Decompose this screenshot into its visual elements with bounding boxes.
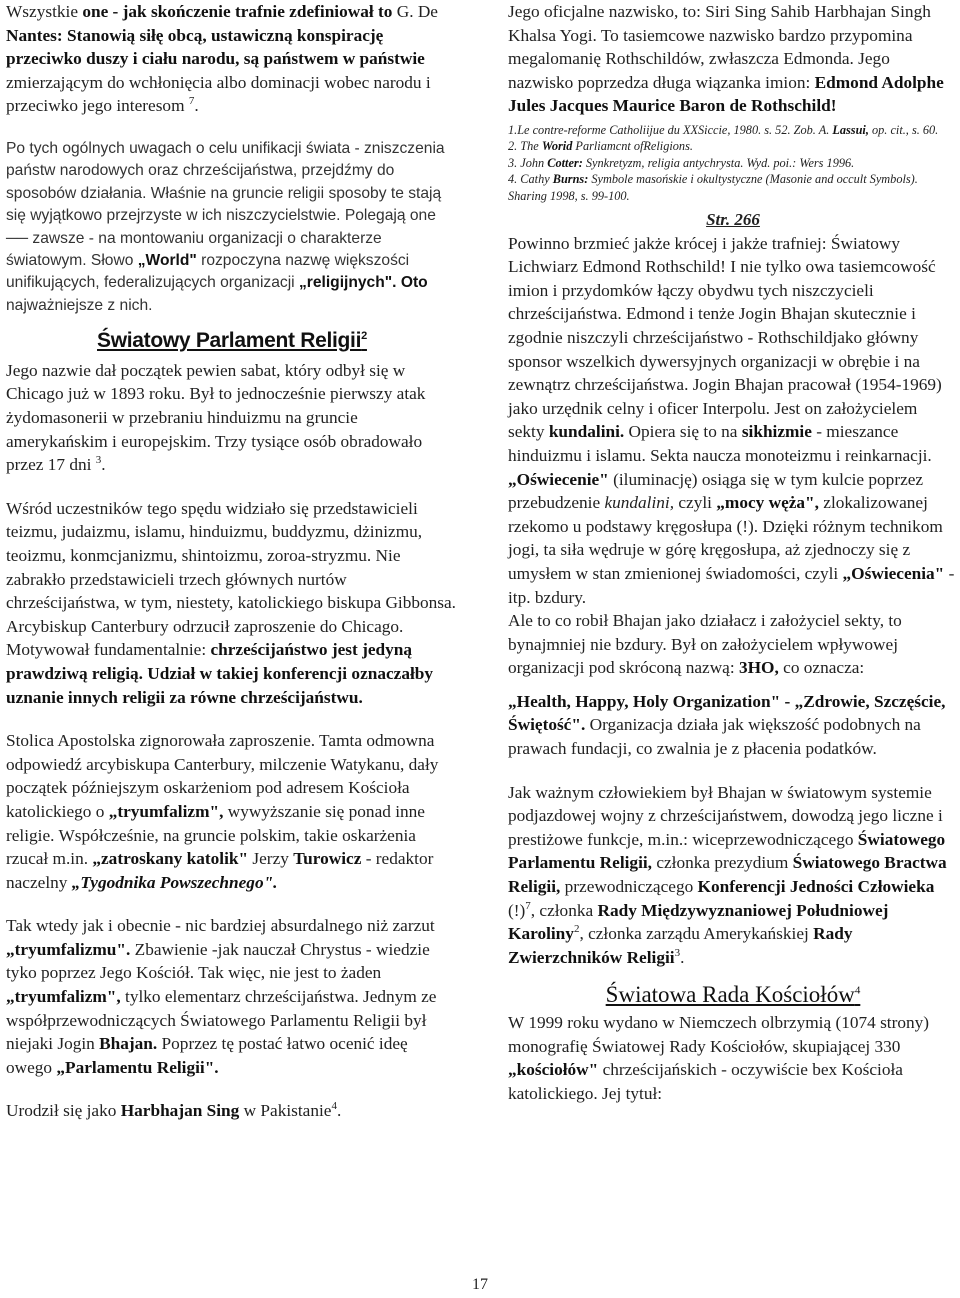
paragraph-bhajan-functions [508,781,958,970]
text-run: . [336,1101,342,1121]
text-run: (!) [508,900,526,920]
text-run: 4. Cathy [508,172,553,187]
text-run: „Parlamentu Religii". [56,1057,219,1077]
text-run: „tryumfalizmu". [6,939,131,959]
text-run: „World" [137,252,197,269]
text-run: Symbole masońskie i okultystyczne (Masonie and occult Symbols). Sharing 1998, s. 99-100. [508,172,918,203]
text-run: Bhajan. [99,1034,158,1054]
text-run: Poprzez tę postać łatwo ocenić ideę owego [6,1034,408,1077]
text-run: Wśród uczestników tego spędu widziało się przedstawicieli teizmu, judaizmu, islamu, hinduizmu, buddyzmu, dżinizmu, teoizmu, konmcjanizmu, shintoizmu, zoroa-stryzmu. Nie zabrakło przedstawicieli trzech głównych nurtów chrześcijaństwa, w tym, niestety, katolickiego biskupa Gibbonsa. Arcybiskup Canterbury odrzucił zaproszenie do Chicago. Motywował fundamentalnie: [6,498,457,660]
text-run: Synkretyzm, religia antychrysta. Wyd. poi.: Wers 1996. [582,155,855,170]
text-run: Cotter: [547,155,583,170]
text-run: kundalini, [604,493,675,513]
text-run: „Oświecenie" [508,469,609,489]
text-run: Rady Międzywyznaniowej Południowej Karoliny [508,900,889,944]
text-run: . [194,96,199,116]
right-column [508,0,958,1105]
text-run: 2. The [508,139,542,154]
text-run: sikhizmie [741,422,812,442]
text-run: tylko elementarz chrześcijaństwa. Jednym ze współprzewodniczących Światowego Parlamentu Religii był niejaki Jogin [6,987,437,1054]
text-run: . [101,455,106,475]
text-run: W 1999 roku wydano w Niemczech olbrzymią (1074 strony) monografię Światowej Rady Kościołów, skupiającej 330 [508,1013,930,1056]
footnote-ref: 7 [188,95,195,108]
text-run: Zbawienie -jak nauczał Chrystus - wiedzie tyko poprzez Jego Kościół. Tak więc, nie jest to żaden [6,939,430,983]
paragraph-unification [6,138,458,317]
text-run: one - jak skończenie trafnie zdefiniował to [82,2,393,21]
paragraph-holy-see [6,729,458,894]
text-run: zlokalizowanej rzekomo u podstawy kręgosłupa (!). Dzięki różnym technikom jogi, ta siła wędruje w górę kręgosłupa, aż zjednoczy się z umysłem w stan zmienionej świadomości, czyli [508,493,943,583]
footnote-ref: 3 [95,454,102,467]
text-run: „Health, Happy, Holy Organization" - „Zdrowie, Szczęście, Świętość". [508,691,946,735]
text-run: Po tych ogólnych uwagach o celu unifikacji świata - zniszczenia państw narodowych oraz chrześcijaństwa, przejdźmy do sposobów działania. Właśnie na gruncie religii sposoby te stają się wyjątkowo przejrzyste w ich niszczycielstwie. Polegają one ── zawsze - na montowaniu organizacji o charakterze światowym. Słowo [6,139,445,269]
text-run: czyli [674,493,717,513]
text-run: Tak wtedy jak i obecnie - nic bardziej absurdalnego niż zarzut [6,916,435,936]
text-run: najważniejsze z nich. [6,296,153,314]
text-run: G. De [392,2,438,21]
text-run: chrześcijaństwo jest jedyną prawdziwą religią. Udział w takiej konferencji oznaczałby uznanie innych religii za równe chrześcijaństwu. [6,640,434,707]
footnote-ref: 3 [674,947,681,960]
text-run: „zatroskany katolik" [92,849,249,869]
section-heading-world-parliament-text: Światowy Parlament Religii [97,329,362,353]
text-run: Konferencji Jedności Człowieka [697,877,935,897]
text-run: członka prezydium [652,853,793,873]
text-run: Powinno brzmieć jakże krócej i jakże trafniej: Światowy Lichwiarz Edmond Rothschild! I nie tylko owa tasiemcowość imion i przydomków łączy obydwu tych niszczycieli chrześcijaństwa. Edmond i tenże Jogin Bhajan skutecznie i zgodnie niszczyli chrześcijaństwo - Rothschildjako główny sponsor wszelkich dywersyjnych organizacji w obrębie i na zewnątrz chrześcijaństwa. Jogin Bhajan pracował (1954-1969) jako urzędnik celny i oficer Interpolu. Jest on założycielem sekty [508,233,942,442]
text-run: rozpoczyna nazwę większości unifikujących, federalizujących organizacji [6,252,410,292]
footnote-ref: 4 [854,984,861,997]
paragraph-nantes-quote [6,0,458,118]
footnotes [508,122,958,204]
footnote-2 [508,138,958,154]
text-run: Worid [541,139,573,154]
text-run: Opiera się to na [624,422,742,442]
text-run: Ale to co robił Bhajan jako działacz i założyciel sekty, to bynajmniej nie bzdury. Był on założycielem wpływowej organizacji pod skróconą nazwą: [508,611,902,678]
paragraph-3ho-meaning [508,690,958,761]
text-run: Jego oficjalne nazwisko, to: Siri Sing Sahib Harbhajan Singh Khalsa Yogi. To tasiemcowe nazwisko bardzo przypomina megalomanię Rothschildów, zwłaszcza Edmonda. Jego nazwisko poprzedza długa wiązanka imion: [508,2,931,92]
text-run: Organizacja działa jak większość podobnych na prawach fundacji, co zwalnia je z płacenia podatków. [508,715,921,759]
text-run: Lassui, [832,122,869,137]
text-run: op. cit., s. 60. [868,122,939,137]
section-heading-world-council-text: Światowa Rada Kościołów [605,982,855,1008]
left-column [6,0,458,1123]
text-run: Turowicz [293,849,362,869]
text-run: 1.Le contre-reforme Catholiijue du XXSiccie, 1980. s. 52. Zob. A. [508,122,833,137]
paragraph-rothschild [508,232,958,610]
text-run: . [680,947,685,967]
text-run: Jak ważnym człowiekiem był Bhajan w światowym systemie podjazdowej wojny z chrześcijaństwem, dowodzą jego liczne i prestiżowe funkcje, m.in.: wiceprzewodniczącego [508,782,943,849]
text-run: „Oświecenia" [842,563,945,583]
text-run: Wszystkie [6,2,83,21]
text-run: Urodził się jako [6,1101,121,1121]
text-run: Światowego Parlamentu Religii, [508,829,946,873]
page-reference: Str. 266 [706,210,760,229]
text-run: 3HO, [738,658,779,678]
text-run: Oto [400,274,428,292]
text-run: , członka zarządu Amerykańskiej [579,924,814,944]
paragraph-participants [6,497,458,709]
text-run: „tryumfalizm", [6,987,121,1007]
text-run: Jego nazwie dał początek pewien sabat, który odbył się w Chicago już w 1893 roku. Był to jednocześnie pierwszy atak żydomasonerii w przebraniu hinduizmu na gruncie amerykańskim i europejskim. Trzy tysiące osób obradowało przez 17 dni [6,360,426,475]
text-run: „tryumfalizm", [108,801,224,821]
text-run: Światowego Bractwa Religii, [508,853,947,897]
section-heading-world-parliament [6,329,458,353]
section-heading-world-council [508,983,958,1007]
text-run: - mieszance hinduizmu i islamu. Sekta naucza monoteizmu i reinkarnacji. [508,422,932,465]
footnote-4 [508,171,958,204]
text-run: co oznacza: [778,658,865,678]
text-run: (iluminację) osiąga się w tym kulcie poprzez przebudzenie [508,469,924,513]
text-run: Rady Zwierzchników Religii [508,924,853,967]
text-run: w Pakistanie [239,1101,332,1121]
footnote-ref: 7 [525,899,531,912]
text-run: zmierzającym do wchłonięcia albo dominacji wobec narodu i przeciwko jego interesom [6,72,431,116]
text-run: „Tygodnika Powszechnego". [71,872,278,892]
text-run: Jerzy [248,849,294,869]
paragraph-tryumfalizm [6,914,458,1079]
text-run: Burns: [552,172,589,187]
text-run: 3. John [508,155,548,170]
text-run: Stanowią siłę obcą, ustawiczną konspirację przeciwko duszy i ciału narodu, są państwem w państwie [6,25,425,69]
text-run: „kościołów" [508,1060,599,1080]
footnote-1 [508,122,958,138]
text-run: - itp. bzdury. [508,563,955,607]
text-run: kundalini. [548,422,625,442]
footnote-ref: 2 [573,923,580,936]
footnote-ref: 2 [361,330,367,343]
footnote-ref: 4 [331,1100,337,1113]
text-run: - redaktor naczelny [6,849,434,892]
paragraph-born [6,1099,458,1123]
footnote-3 [508,155,958,171]
text-run: Edmond Adolphe Jules Jacques Maurice Baron de Rothschild! [508,72,944,116]
paragraph-3ho [508,609,958,680]
paragraph-official-name [508,0,958,118]
text-run: chrześcijańskich - oczywiście bex Kościoła katolickiego. Jej tytuł: [508,1060,903,1103]
text-run: , członka [530,900,598,920]
text-run: Harbhajan Sing [120,1101,240,1121]
page-number: 17 [472,1276,488,1293]
text-run: Nantes: [6,25,63,45]
text-run: Stolica Apostolska zignorowała zaproszenie. Tamta odmowna odpowiedź arcybiskupa Canterbury, milczenie Watykanu, dały początek późniejszym oskarżeniom pod adresem Kościoła katolickiego o [6,731,439,821]
paragraph-monograph [508,1011,958,1105]
text-run: Parliamcnt ofReligions. [572,139,693,154]
text-run: „mocy węża", [716,493,819,513]
text-run: wywyższanie się ponad inne religie. Współcześnie, na gruncie polskim, takie oskarżenia rzucał m.in. [6,801,425,869]
text-run: „religijnych". [298,274,397,292]
text-run: przewodniczącego [560,877,698,897]
paragraph-chicago-1893 [6,359,458,477]
